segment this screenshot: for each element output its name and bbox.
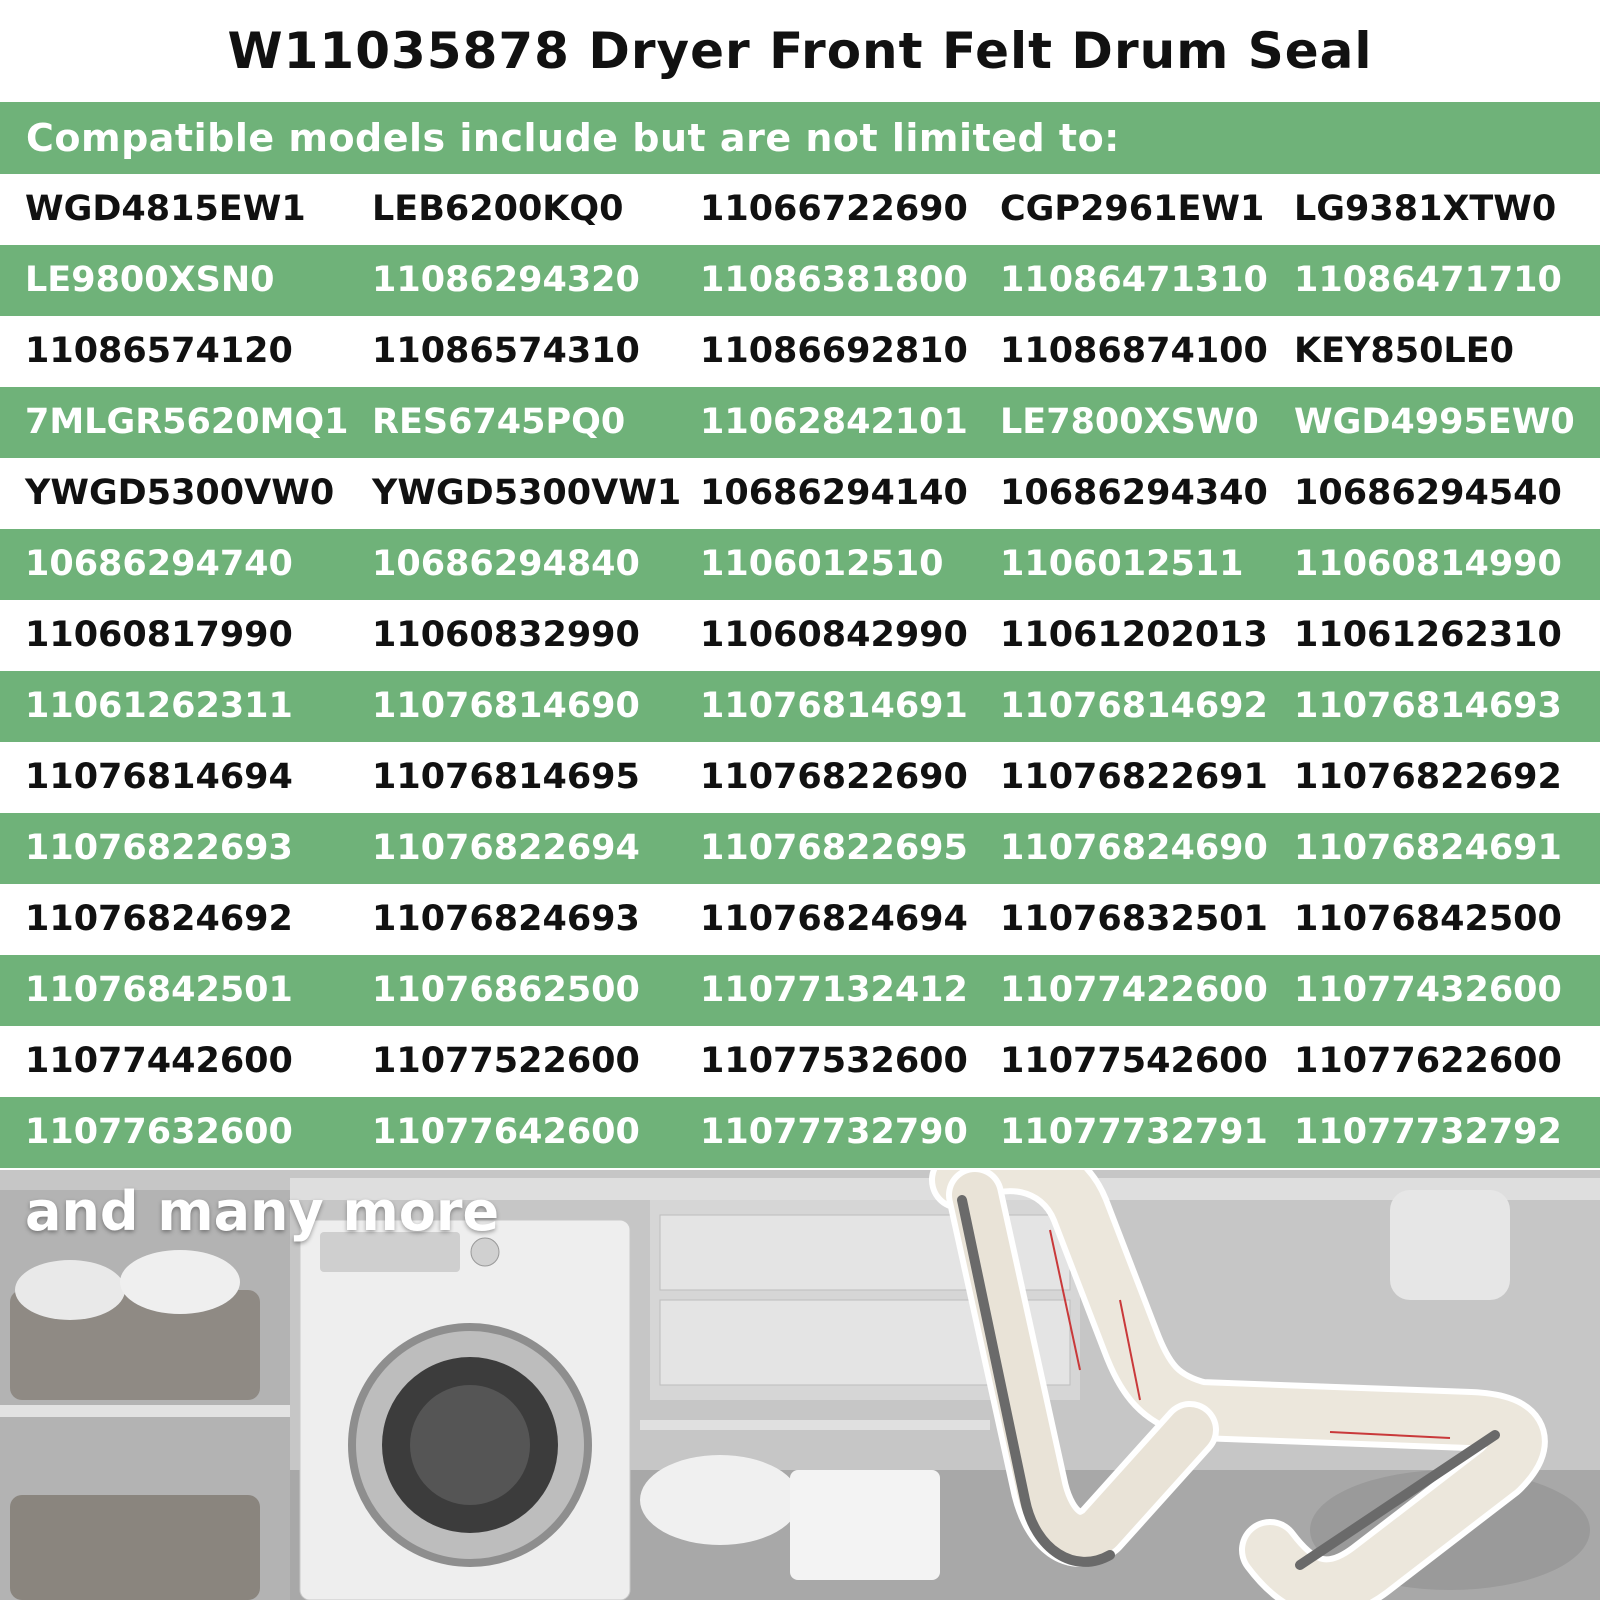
and-many-more-label: and many more bbox=[25, 1180, 500, 1243]
model-cell: 1106012510 bbox=[700, 544, 944, 584]
model-cell: 11060842990 bbox=[700, 615, 968, 655]
towel-basket bbox=[640, 1455, 800, 1545]
model-cell: 11077422600 bbox=[1000, 970, 1268, 1010]
model-cell: 11077732791 bbox=[1000, 1112, 1268, 1152]
model-row bbox=[0, 316, 1600, 387]
model-cell: 11076824693 bbox=[372, 899, 640, 939]
model-cell: 11060832990 bbox=[372, 615, 640, 655]
model-cell: 11077132412 bbox=[700, 970, 968, 1010]
model-cell: 11077432600 bbox=[1294, 970, 1562, 1010]
model-cell: 11086471310 bbox=[1000, 260, 1268, 300]
towel-stack bbox=[790, 1470, 940, 1580]
model-cell: 11077542600 bbox=[1000, 1041, 1268, 1081]
model-cell: 11076814690 bbox=[372, 686, 640, 726]
model-cell: LEB6200KQ0 bbox=[372, 189, 624, 229]
model-cell: 11076814695 bbox=[372, 757, 640, 797]
towel-roll bbox=[120, 1250, 240, 1314]
model-row bbox=[0, 813, 1600, 884]
model-cell: 11061202013 bbox=[1000, 615, 1268, 655]
model-cell: 11076824691 bbox=[1294, 828, 1562, 868]
subtitle-band bbox=[0, 102, 1600, 174]
model-cell: 11077732790 bbox=[700, 1112, 968, 1152]
model-cell: 1106012511 bbox=[1000, 544, 1244, 584]
model-cell: 11076814692 bbox=[1000, 686, 1268, 726]
model-cell: 11077532600 bbox=[700, 1041, 968, 1081]
model-cell: 11086874100 bbox=[1000, 331, 1268, 371]
model-cell: 10686294840 bbox=[372, 544, 640, 584]
model-cell: 7MLGR5620MQ1 bbox=[25, 402, 349, 442]
cup bbox=[1390, 1190, 1510, 1300]
model-cell: 11076822690 bbox=[700, 757, 968, 797]
washer-drum bbox=[410, 1385, 530, 1505]
model-cell: 10686294340 bbox=[1000, 473, 1268, 513]
page-title: W11035878 Dryer Front Felt Drum Seal bbox=[227, 22, 1373, 80]
basket-bottom bbox=[10, 1495, 260, 1600]
model-cell: 11086294320 bbox=[372, 260, 640, 300]
model-cell: 11076822691 bbox=[1000, 757, 1268, 797]
model-cell: CGP2961EW1 bbox=[1000, 189, 1265, 229]
model-cell: 11076824692 bbox=[25, 899, 293, 939]
model-cell: 11076822695 bbox=[700, 828, 968, 868]
model-row bbox=[0, 458, 1600, 529]
model-cell: 11086381800 bbox=[700, 260, 968, 300]
model-cell: LG9381XTW0 bbox=[1294, 189, 1557, 229]
lower-shelf bbox=[640, 1420, 990, 1430]
model-cell: 11076842501 bbox=[25, 970, 293, 1010]
model-cell: RES6745PQ0 bbox=[372, 402, 626, 442]
model-cell: 11086574310 bbox=[372, 331, 640, 371]
model-cell: LE7800XSW0 bbox=[1000, 402, 1259, 442]
model-cell: 10686294540 bbox=[1294, 473, 1562, 513]
model-cell: 11076824694 bbox=[700, 899, 968, 939]
model-cell: 11066722690 bbox=[700, 189, 968, 229]
towel-roll bbox=[15, 1260, 125, 1320]
model-cell: 11077632600 bbox=[25, 1112, 293, 1152]
model-cell: 11061262310 bbox=[1294, 615, 1562, 655]
model-row bbox=[0, 955, 1600, 1026]
model-cell: 11076822693 bbox=[25, 828, 293, 868]
model-cell: 11086471710 bbox=[1294, 260, 1562, 300]
model-cell: 11060817990 bbox=[25, 615, 293, 655]
model-cell: WGD4815EW1 bbox=[25, 189, 306, 229]
model-cell: 10686294140 bbox=[700, 473, 968, 513]
model-cell: YWGD5300VW1 bbox=[372, 473, 682, 513]
model-row bbox=[0, 1026, 1600, 1097]
model-cell: 11061262311 bbox=[25, 686, 293, 726]
model-row bbox=[0, 1097, 1600, 1168]
model-cell: 11076832501 bbox=[1000, 899, 1268, 939]
model-cell: 11077622600 bbox=[1294, 1041, 1562, 1081]
model-cell: 11077442600 bbox=[25, 1041, 293, 1081]
model-cell: 11077732792 bbox=[1294, 1112, 1562, 1152]
model-row bbox=[0, 529, 1600, 600]
model-cell: LE9800XSN0 bbox=[25, 260, 275, 300]
shelf-board bbox=[0, 1405, 290, 1417]
models-table bbox=[0, 174, 1600, 1168]
model-cell: 11076814693 bbox=[1294, 686, 1562, 726]
model-row bbox=[0, 387, 1600, 458]
model-cell: 10686294740 bbox=[25, 544, 293, 584]
model-row bbox=[0, 245, 1600, 316]
model-cell: 11077522600 bbox=[372, 1041, 640, 1081]
model-cell: 11076814694 bbox=[25, 757, 293, 797]
model-cell: 11076822692 bbox=[1294, 757, 1562, 797]
model-cell: WGD4995EW0 bbox=[1294, 402, 1575, 442]
model-cell: 11076822694 bbox=[372, 828, 640, 868]
model-cell: 11060814990 bbox=[1294, 544, 1562, 584]
model-cell: 11076814691 bbox=[700, 686, 968, 726]
model-row bbox=[0, 174, 1600, 245]
subtitle: Compatible models include but are not limited to: bbox=[26, 116, 1120, 160]
model-cell: 11076842500 bbox=[1294, 899, 1562, 939]
model-row bbox=[0, 671, 1600, 742]
model-cell: 11076862500 bbox=[372, 970, 640, 1010]
model-cell: 11076824690 bbox=[1000, 828, 1268, 868]
model-cell: 11086692810 bbox=[700, 331, 968, 371]
model-cell: 11077642600 bbox=[372, 1112, 640, 1152]
model-cell: KEY850LE0 bbox=[1294, 331, 1514, 371]
model-row bbox=[0, 742, 1600, 813]
model-cell: YWGD5300VW0 bbox=[25, 473, 335, 513]
model-row bbox=[0, 600, 1600, 671]
model-cell: 11062842101 bbox=[700, 402, 968, 442]
model-cell: 11086574120 bbox=[25, 331, 293, 371]
model-row bbox=[0, 884, 1600, 955]
